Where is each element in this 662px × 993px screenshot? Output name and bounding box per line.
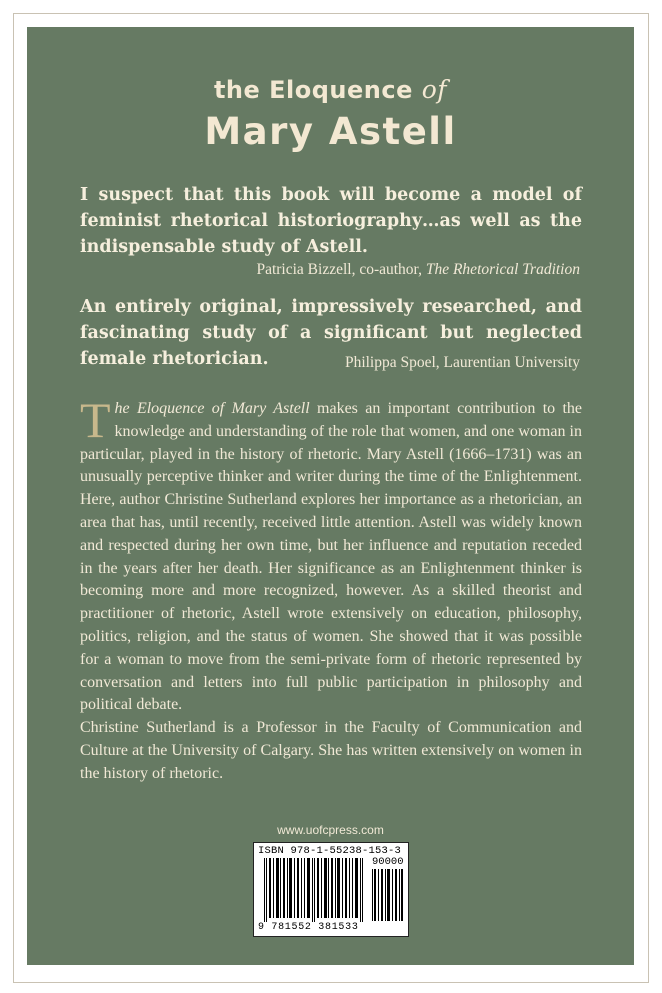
blurb-attribution-2: Philippa Spoel, Laurentian University [344, 354, 580, 371]
publisher-url: www.uofcpress.com [277, 823, 384, 837]
book-back-cover [27, 27, 634, 965]
title-of: of [421, 75, 448, 104]
title-prefix: the Eloquence [213, 76, 413, 104]
description-book-title: he Eloquence of Mary Astell [114, 400, 310, 417]
blurb-attribution-1 [256, 261, 580, 279]
attribution-1-author: Patricia Bizzell, co-author, [256, 261, 426, 278]
barcode-addon-digits: 90000 [372, 856, 404, 868]
attribution-1-work: The Rhetorical Tradition [425, 261, 580, 278]
title-main: Mary Astell [204, 110, 457, 153]
isbn-barcode [253, 842, 409, 937]
barcode-addon-bars [372, 869, 404, 921]
description-body: makes an important contribution to the knowledge and understanding of the role that women, and one woman in particular, played in the history of rhetoric. Mary Astell (1666–1731) was an unusually perceptive thinker and writer during the time of the Enlightenment. Here, author Christine Sutherland explores her importance as a rhetorician, an area that has, until recently, received little attention. Astell was widely known and respected during her own time, but her influence and reputation receded in the years after her death. Her significance as an Enlightenment thinker is becoming more and more recognized, however. As a skilled theorist and practitioner of rhetoric, Astell wrote extensively on education, philosophy, politics, religion, and the status of women. She showed that it was possible for a woman to move from the semi-private form of rhetoric represented by conversation and letters into full public participation in philosophy and political debate. [80, 400, 583, 714]
barcode-bars [264, 858, 368, 922]
book-description [80, 392, 583, 717]
barcode-digits: 9 781552 381533 [258, 922, 359, 933]
blurb-quote-1: I suspect that this book will become a model of feminist rhetorical historiography…as well as the indispensable study of Astell. [80, 185, 582, 257]
isbn-label: ISBN 978-1-55238-153-3 [258, 845, 402, 857]
author-bio: Christine Sutherland is a Professor in the Faculty of Communication and Culture at the University of Calgary. She has written extensively on women in the history of rhetoric. [80, 719, 582, 782]
blurb-quote-2: An entirely original, impressively researched, and fascinating study of a significant but neglected female rhetorician. [80, 297, 582, 369]
drop-cap: T [80, 392, 111, 448]
title-line-1 [27, 75, 634, 104]
